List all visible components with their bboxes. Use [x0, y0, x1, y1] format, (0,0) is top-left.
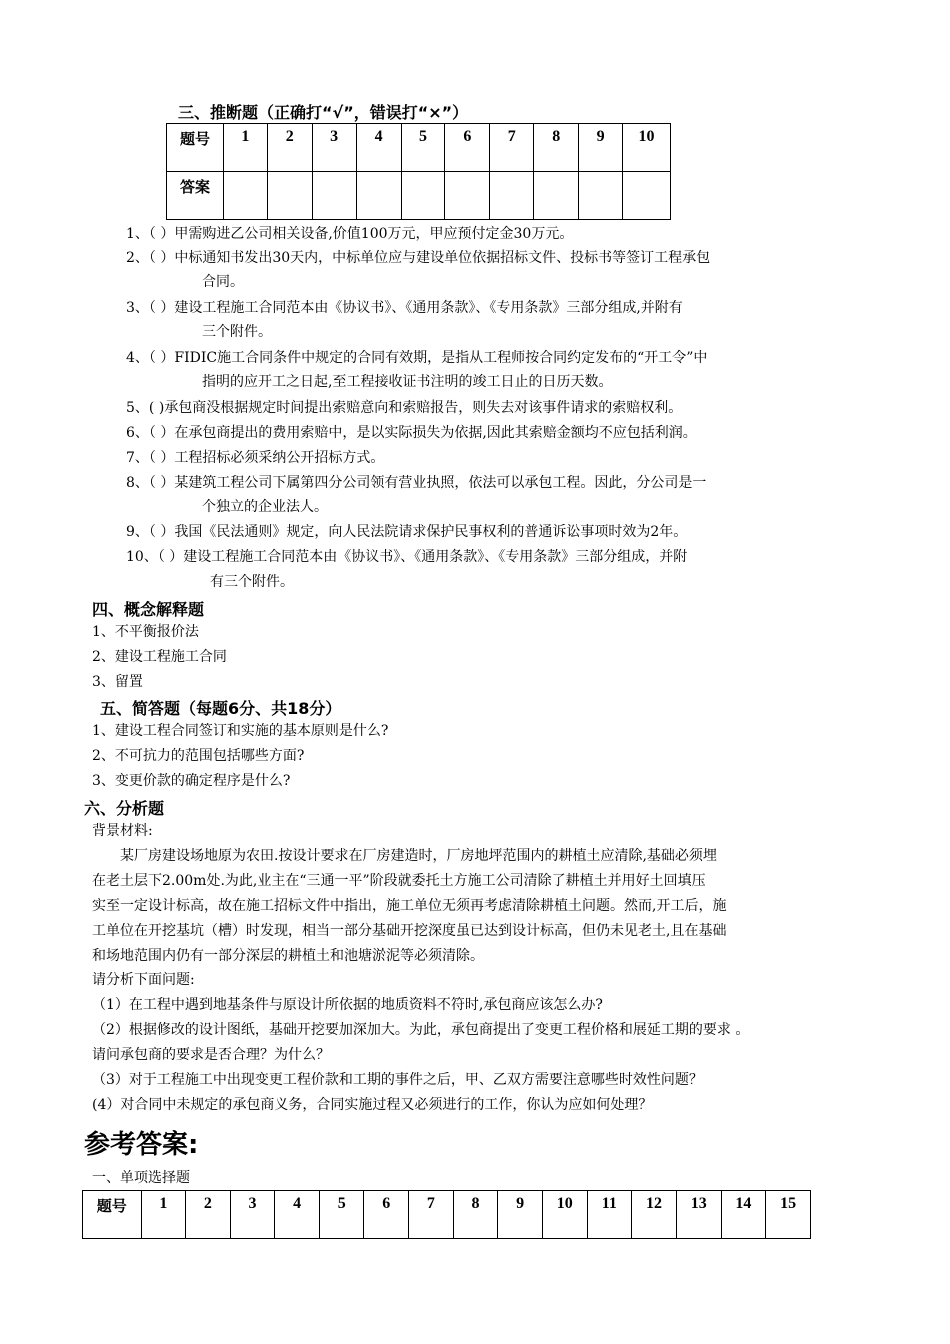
background-paragraph: 某厂房建设场地原为农田.按设计要求在厂房建造时，厂房地坪范围内的耕植土应清除,基础必须埋	[120, 848, 717, 864]
table-col-number: 4	[275, 1191, 320, 1239]
table-col-number: 2	[186, 1191, 231, 1239]
concept-item: 3、留置	[92, 674, 143, 690]
judgment-item: 4、（ ）FIDIC施工合同条件中规定的合同有效期，是指从工程师按合同约定发布的“开工令”中	[126, 350, 708, 366]
answers-title: 参考答案:	[84, 1130, 199, 1160]
table-col-number: 6	[364, 1191, 409, 1239]
table-label-number: 题号	[167, 124, 224, 172]
table-col-number: 5	[401, 124, 445, 172]
judgment-item-cont: 指明的应开工之日起,至工程接收证书注明的竣工日止的日历天数。	[202, 374, 613, 390]
section3-title: 三、推断题（正确打“√”，错误打“×”）	[178, 103, 469, 122]
judgment-item: 9、（ ）我国《民法通则》规定，向人民法院请求保护民事权利的普通诉讼事项时效为2年。	[126, 524, 688, 540]
analysis-question: （3）对于工程施工中出现变更工程价款和工期的事件之后，甲、乙双方需要注意哪些时效性问题？	[92, 1072, 703, 1088]
table-col-number: 12	[632, 1191, 677, 1239]
table-col-number: 1	[141, 1191, 186, 1239]
table-col-number: 3	[312, 124, 356, 172]
judgment-item: 2、（ ）中标通知书发出30天内，中标单位应与建设单位依据招标文件、投标书等签订工程承包	[126, 250, 711, 266]
table-col-number: 5	[319, 1191, 364, 1239]
judgment-item-cont: 个独立的企业法人。	[202, 499, 328, 515]
table-label-answer: 答案	[167, 172, 224, 220]
analysis-question: 请问承包商的要求是否合理？为什么？	[92, 1047, 330, 1063]
answer-cell[interactable]	[445, 172, 490, 220]
judgment-item: 5、( )承包商没根据规定时间提出索赔意向和索赔报告，则失去对该事件请求的索赔权利。	[126, 400, 683, 416]
short-answer-item: 1、建设工程合同签订和实施的基本原则是什么?	[92, 723, 389, 739]
table-col-number: 13	[676, 1191, 721, 1239]
background-paragraph: 工单位在开挖基坑（槽）时发现，相当一部分基础开挖深度虽已达到设计标高，但仍未见老土,且在基础	[92, 923, 727, 939]
answer-cell[interactable]	[223, 172, 267, 220]
answer-cell[interactable]	[312, 172, 356, 220]
answer-cell[interactable]	[579, 172, 623, 220]
answers-subtitle: 一、单项选择题	[92, 1170, 190, 1186]
short-answer-item: 3、变更价款的确定程序是什么?	[92, 773, 291, 789]
judgment-answer-table	[166, 123, 671, 220]
background-paragraph: 和场地范围内仍有一部分深层的耕植土和池塘淤泥等必须清除。	[92, 948, 484, 964]
analysis-prompt: 请分析下面问题:	[92, 972, 195, 988]
table-col-number: 7	[490, 124, 534, 172]
judgment-item: 6、（ ）在承包商提出的费用索赔中，是以实际损失为依据,因此其索赔金额均不应包括利润。	[126, 425, 697, 441]
section5-title: 五、简答题（每题6分、共18分）	[100, 699, 342, 718]
table-col-number: 9	[498, 1191, 543, 1239]
short-answer-item: 2、不可抗力的范围包括哪些方面?	[92, 748, 305, 764]
judgment-item: 10、（ ）建设工程施工合同范本由《协议书》、《通用条款》、《专用条款》三部分组成，并附	[126, 549, 688, 565]
table-col-number: 6	[445, 124, 490, 172]
answer-cell[interactable]	[623, 172, 671, 220]
judgment-item: 1、（ ）甲需购进乙公司相关设备,价值100万元，甲应预付定金30万元。	[126, 226, 574, 242]
background-paragraph: 在老土层下2.00m处.为此,业主在“三通一平”阶段就委托土方施工公司清除了耕植土并用好土回填压	[92, 873, 706, 889]
section4-title: 四、概念解释题	[92, 600, 205, 619]
table-col-number: 2	[267, 124, 312, 172]
table-col-number: 8	[453, 1191, 498, 1239]
judgment-item: 3、（ ）建设工程施工合同范本由《协议书》、《通用条款》、《专用条款》三部分组成,并附有	[126, 300, 683, 316]
table-col-number: 10	[542, 1191, 587, 1239]
table-col-number: 8	[534, 124, 579, 172]
section6-title: 六、分析题	[84, 799, 165, 818]
judgment-item-cont: 三个附件。	[202, 324, 272, 340]
judgment-item-cont: 有三个附件。	[210, 574, 294, 590]
judgment-item-cont: 合同。	[202, 274, 244, 290]
answer-cell[interactable]	[534, 172, 579, 220]
table-col-number: 3	[230, 1191, 275, 1239]
analysis-question: （2）根据修改的设计图纸，基础开挖要加深加大。为此，承包商提出了变更工程价格和展延工期的要求 。	[92, 1022, 750, 1038]
table-col-number: 11	[587, 1191, 632, 1239]
judgment-item: 7、（ ）工程招标必须采纳公开招标方式。	[126, 450, 385, 466]
answer-key-table	[82, 1190, 811, 1239]
concept-item: 2、建设工程施工合同	[92, 649, 227, 665]
analysis-question: （1）在工程中遇到地基条件与原设计所依据的地质资料不符时,承包商应该怎么办?	[92, 997, 603, 1013]
answer-cell[interactable]	[490, 172, 534, 220]
table-col-number: 4	[356, 124, 401, 172]
answer-cell[interactable]	[401, 172, 445, 220]
table-col-number: 9	[579, 124, 623, 172]
analysis-question: (4）对合同中未规定的承包商义务，合同实施过程又必须进行的工作，你认为应如何处理？	[92, 1097, 653, 1113]
answer-cell[interactable]	[356, 172, 401, 220]
concept-item: 1、不平衡报价法	[92, 624, 199, 640]
answer-cell[interactable]	[267, 172, 312, 220]
table-col-number: 15	[766, 1191, 811, 1239]
table-col-number: 7	[409, 1191, 454, 1239]
table-col-number: 10	[623, 124, 671, 172]
table-col-number: 1	[223, 124, 267, 172]
background-label: 背景材料:	[92, 823, 153, 839]
background-paragraph: 实至一定设计标高，故在施工招标文件中指出，施工单位无须再考虑清除耕植土问题。然而,开工后，施	[92, 898, 727, 914]
judgment-item: 8、（ ）某建筑工程公司下属第四分公司领有营业执照，依法可以承包工程。因此，分公司是一	[126, 475, 707, 491]
table-label-number: 题号	[83, 1191, 142, 1239]
table-col-number: 14	[721, 1191, 766, 1239]
